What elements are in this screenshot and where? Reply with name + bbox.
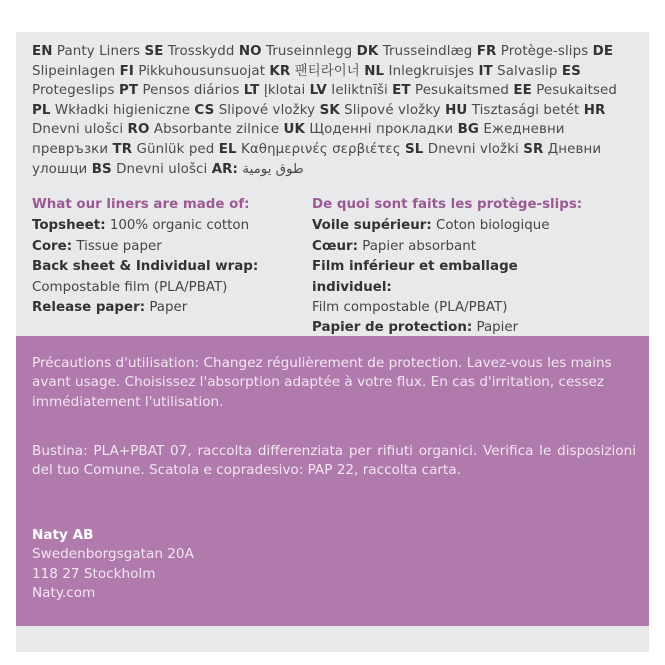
- language-entry: [144, 44, 234, 59]
- language-product-name: Pesukaitsed: [536, 83, 617, 99]
- topsheet-value-fr: Coton biologique: [435, 218, 550, 234]
- language-product-name: Дневни улошци: [32, 141, 602, 177]
- language-code: DK: [356, 44, 379, 59]
- language-code: BS: [91, 161, 112, 177]
- instructions-band: [16, 336, 649, 626]
- language-product-name: Įklotai: [263, 83, 306, 99]
- core-row-fr: [312, 237, 602, 257]
- language-product-name: Tisztasági betét: [471, 102, 580, 118]
- language-entry: [477, 44, 589, 59]
- language-code: CS: [194, 102, 215, 118]
- release-value-fr: Papier: [476, 320, 519, 336]
- language-entry: [128, 122, 280, 137]
- core-value-en: Tissue paper: [76, 238, 162, 254]
- company-name: Naty AB: [32, 527, 94, 543]
- language-entry: [513, 83, 617, 98]
- language-product-name: Καθημερινές σερβιέτες: [240, 141, 401, 157]
- language-code: TR: [112, 141, 133, 157]
- language-code: AR:: [211, 161, 239, 177]
- packaging-panel: [16, 32, 649, 652]
- address-city: 118 27 Stockholm: [32, 565, 156, 582]
- core-row-en: [32, 237, 322, 257]
- language-product-name: Truseinnlegg: [266, 44, 353, 59]
- language-code: FR: [476, 44, 497, 59]
- language-code: EN: [32, 44, 53, 59]
- language-entry: [445, 103, 579, 118]
- language-product-name: Dnevni vložki: [427, 141, 519, 157]
- language-product-name: Protegeslips: [32, 83, 115, 99]
- language-product-name: Absorbante zilnice: [153, 122, 280, 138]
- language-code: PL: [32, 102, 51, 118]
- language-entry: [310, 83, 388, 98]
- materials-english: [32, 195, 322, 318]
- backsheet-label-fr: Film inférieur et emballage individuel:: [312, 259, 518, 295]
- topsheet-label-fr: Voile supérieur:: [312, 218, 432, 234]
- language-entry: [119, 83, 239, 98]
- language-code: ET: [392, 83, 411, 99]
- language-entry: [120, 64, 265, 79]
- language-product-name: 팬티라이너: [294, 63, 360, 79]
- core-value-fr: Papier absorbant: [362, 238, 476, 254]
- language-code: RO: [127, 122, 150, 138]
- release-label-fr: Papier de protection:: [312, 320, 473, 336]
- release-row-en: [32, 298, 322, 318]
- language-product-name: Ежедневни превръзки: [32, 122, 565, 157]
- language-code: ES: [561, 63, 581, 79]
- topsheet-value-en: 100% organic cotton: [109, 218, 250, 234]
- language-entry: [194, 103, 315, 118]
- language-code: HU: [445, 102, 468, 118]
- language-product-name: Slipeinlagen: [32, 63, 116, 79]
- precautions-text: Précautions d'utilisation: Changez régulièrement de protection. Lavez-vous les mains avant usage. Choisissez l'absorption adaptée à votre flux. En cas d'irritation, cessez immédiatement l'utilisation.: [32, 355, 612, 410]
- language-product-name: Ieliktnīši: [331, 83, 388, 99]
- language-product-name: Salvaslip: [497, 63, 558, 79]
- language-product-name: طوق يومية: [242, 161, 304, 177]
- language-entry: [92, 162, 208, 177]
- release-label-en: Release paper:: [32, 300, 146, 316]
- language-code: SL: [405, 141, 424, 157]
- language-code: PT: [118, 83, 139, 99]
- language-product-name: Trusseindlæg: [382, 44, 473, 59]
- backsheet-value-en: Compostable film (PLA/PBAT): [32, 279, 228, 295]
- language-product-name: Pesukaitsmed: [415, 83, 509, 99]
- language-list: [32, 42, 637, 179]
- language-entry: [269, 64, 359, 79]
- language-code: DE: [592, 44, 614, 59]
- language-entry: [478, 64, 557, 79]
- language-product-name: Inlegkruisjes: [388, 63, 475, 79]
- language-code: KR: [269, 63, 291, 79]
- language-code: NL: [364, 63, 385, 79]
- language-product-name: Dnevni ulošci: [32, 122, 124, 138]
- language-entry: [364, 64, 474, 79]
- language-code: IT: [478, 63, 493, 79]
- language-entry: [284, 122, 454, 137]
- core-label-en: Core:: [32, 238, 73, 254]
- materials-heading-fr: De quoi sont faits les protège-slips:: [312, 197, 583, 212]
- address-street: Swedenborgsgatan 20A: [32, 546, 194, 563]
- release-value-en: Paper: [149, 300, 188, 316]
- language-code: HR: [583, 102, 606, 118]
- language-product-name: Wkładki higieniczne: [54, 102, 191, 118]
- company-address: [32, 526, 636, 604]
- language-code: FI: [119, 63, 134, 79]
- backsheet-value-fr: Film compostable (PLA/PBAT): [312, 300, 508, 316]
- language-entry: [239, 44, 352, 59]
- language-entry: [219, 142, 401, 157]
- language-code: BG: [457, 122, 479, 138]
- language-product-name: Dnevni ulošci: [116, 161, 208, 177]
- language-product-name: Slipové vložky: [218, 102, 316, 118]
- language-code: SK: [319, 102, 340, 118]
- materials-heading-en: What our liners are made of:: [32, 197, 250, 212]
- language-product-name: Trosskydd: [167, 44, 235, 59]
- language-entry: [320, 103, 441, 118]
- language-entry: [212, 162, 304, 177]
- language-code: EL: [218, 141, 237, 157]
- language-code: SE: [144, 44, 164, 59]
- language-entry: [357, 44, 473, 59]
- topsheet-label-en: Topsheet:: [32, 218, 106, 234]
- topsheet-row-en: [32, 216, 322, 236]
- materials-french: [312, 195, 602, 339]
- language-code: UK: [283, 122, 305, 138]
- language-product-name: Panty Liners: [56, 44, 141, 59]
- language-code: EE: [513, 83, 532, 99]
- language-entry: [405, 142, 519, 157]
- language-entry: [392, 83, 509, 98]
- core-label-fr: Cœur:: [312, 238, 358, 254]
- language-entry: [32, 44, 140, 59]
- language-code: NO: [238, 44, 262, 59]
- language-product-name: Pensos diários: [142, 83, 240, 99]
- language-entry: [244, 83, 306, 98]
- language-code: LV: [309, 83, 327, 99]
- topsheet-row-fr: [312, 216, 602, 236]
- language-product-name: Pikkuhousunsuojat: [138, 63, 266, 79]
- language-product-name: Günlük ped: [136, 141, 215, 157]
- disposal-text: Bustina: PLA+PBAT 07, raccolta differenziata per rifiuti organici. Verifica le disposizioni del tuo Comune. Scatola e copradesivo: PAP 22, raccolta carta.: [32, 443, 636, 479]
- language-entry: [113, 142, 215, 157]
- backsheet-label-en: Back sheet & Individual wrap:: [32, 259, 259, 275]
- language-code: LT: [243, 83, 260, 99]
- company-website: Naty.com: [32, 585, 96, 602]
- language-product-name: Protège-slips: [500, 44, 589, 59]
- language-product-name: Щоденні прокладки: [309, 122, 454, 138]
- language-code: SR: [523, 141, 544, 157]
- language-product-name: Slipové vložky: [344, 102, 441, 118]
- language-entry: [32, 103, 190, 118]
